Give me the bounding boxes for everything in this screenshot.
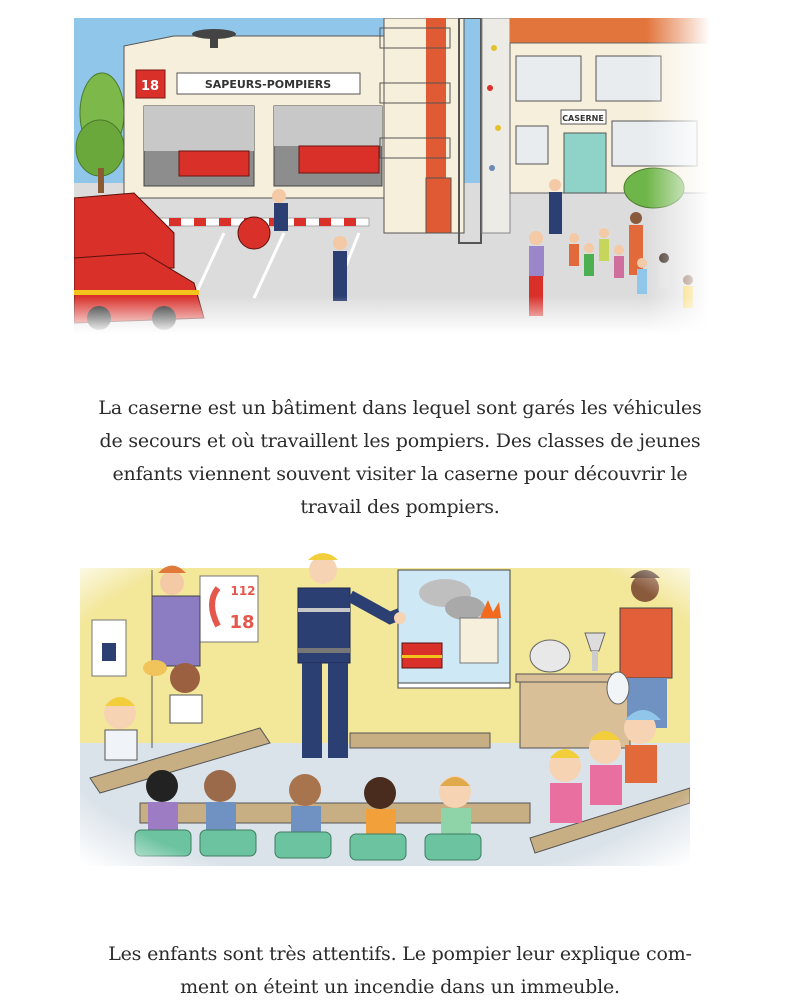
paragraph-line: ment on éteint un incendie dans un immeuble. [180, 976, 620, 998]
paragraph-line: Les enfants sont très attentifs. Le pompier leur explique com- [108, 943, 692, 965]
classroom-illustration [80, 548, 690, 866]
paragraph-line: La caserne est un bâtiment dans lequel sont garés les véhicules [98, 397, 702, 419]
paragraph-line: travail des pompiers. [300, 496, 500, 518]
paragraph-line: de secours et où travaillent les pompiers. Des classes de jeunes [99, 430, 701, 452]
fire-station-illustration [74, 18, 710, 334]
paragraph-caserne [40, 392, 760, 524]
paragraph-line: enfants viennent souvent visiter la caserne pour découvrir le [112, 463, 688, 485]
paragraph-classroom [40, 938, 760, 1004]
